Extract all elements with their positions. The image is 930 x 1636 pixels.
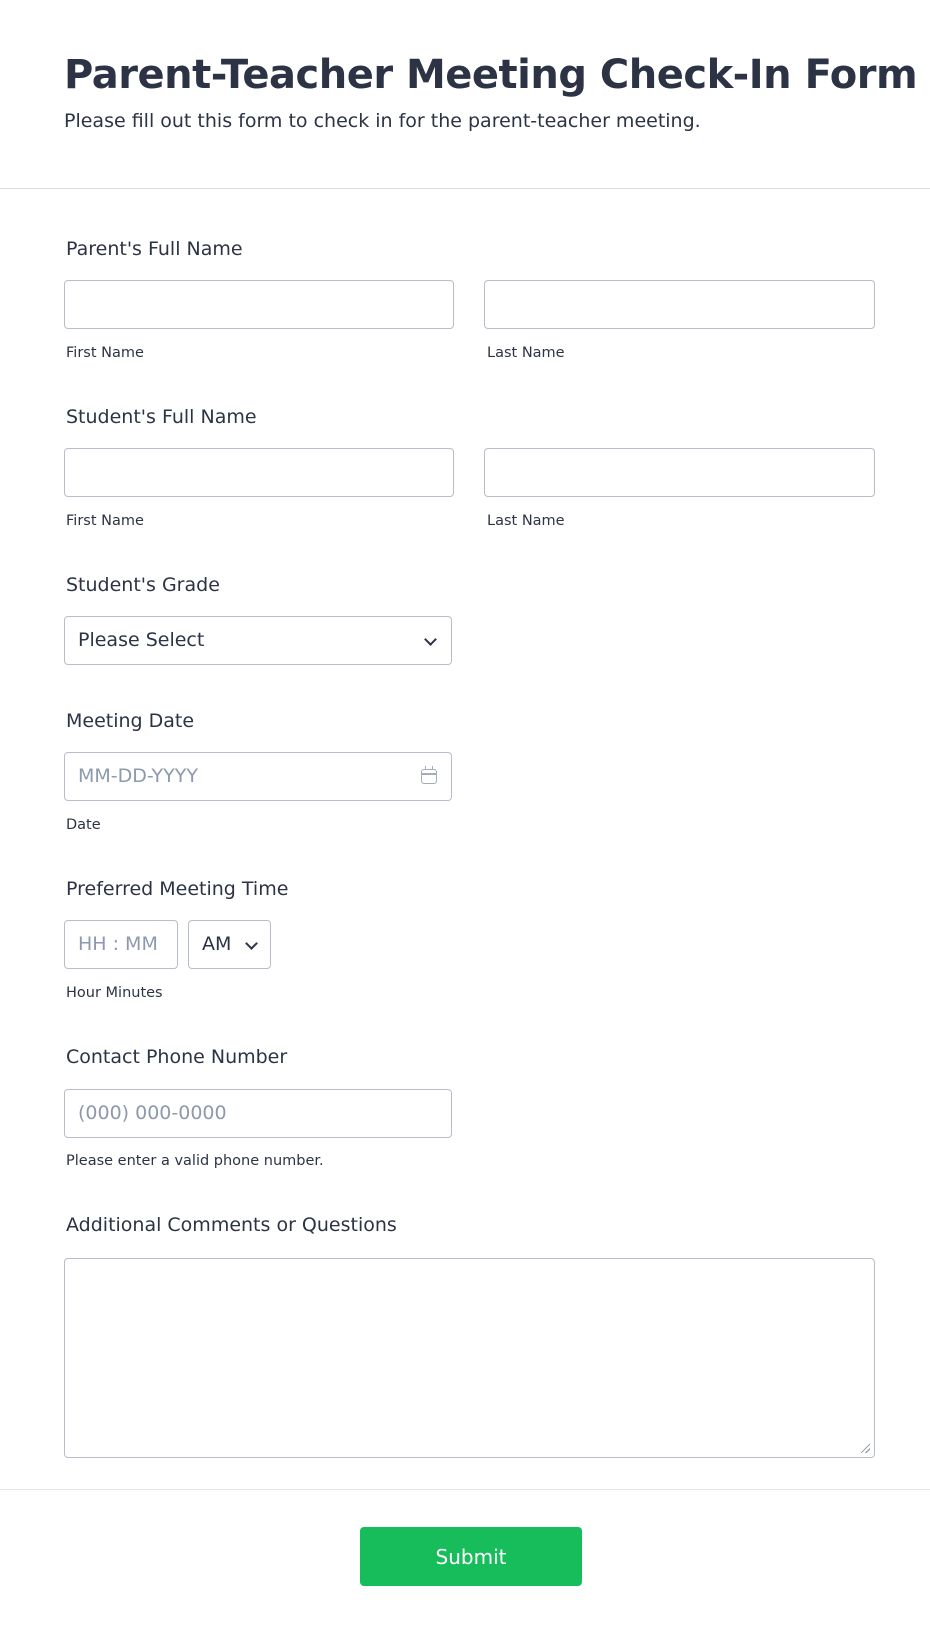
ampm-selected: AM <box>202 933 232 955</box>
meeting-date-label: Meeting Date <box>66 710 195 732</box>
form-header <box>0 0 930 189</box>
student-grade-label: Student's Grade <box>66 574 220 596</box>
phone-label: Contact Phone Number <box>66 1046 288 1068</box>
student-first-name-input[interactable] <box>64 448 454 497</box>
footer-divider <box>0 1489 930 1490</box>
meeting-time-input[interactable] <box>64 920 178 969</box>
student-grade-select[interactable] <box>64 616 452 665</box>
calendar-icon[interactable] <box>421 769 437 784</box>
student-grade-selected: Please Select <box>78 629 205 651</box>
phone-input[interactable] <box>64 1089 452 1138</box>
chevron-down-icon <box>245 937 258 950</box>
comments-textarea[interactable] <box>64 1258 875 1458</box>
student-last-name-sublabel: Last Name <box>487 513 565 529</box>
meeting-time-placeholder: HH : MM <box>78 933 158 955</box>
parent-first-name-input[interactable] <box>64 280 454 329</box>
meeting-time-label: Preferred Meeting Time <box>66 878 289 900</box>
student-name-label: Student's Full Name <box>66 406 257 428</box>
ampm-select[interactable] <box>188 920 271 969</box>
resize-grip-icon[interactable] <box>861 1444 870 1453</box>
meeting-date-sublabel: Date <box>66 817 101 833</box>
meeting-time-sublabel: Hour Minutes <box>66 985 163 1001</box>
parent-last-name-input[interactable] <box>484 280 875 329</box>
parent-last-name-sublabel: Last Name <box>487 345 565 361</box>
parent-name-label: Parent's Full Name <box>66 238 243 260</box>
comments-label: Additional Comments or Questions <box>66 1214 397 1236</box>
student-first-name-sublabel: First Name <box>66 513 144 529</box>
form-subtitle: Please fill out this form to check in for the parent-teacher meeting. <box>64 110 701 132</box>
chevron-down-icon <box>424 633 437 646</box>
meeting-date-input[interactable] <box>64 752 452 801</box>
form-title: Parent-Teacher Meeting Check-In Form <box>64 52 918 98</box>
meeting-date-placeholder: MM-DD-YYYY <box>78 765 198 787</box>
phone-sublabel: Please enter a valid phone number. <box>66 1153 324 1169</box>
student-last-name-input[interactable] <box>484 448 875 497</box>
phone-placeholder: (000) 000-0000 <box>78 1102 227 1124</box>
submit-button[interactable]: Submit <box>360 1527 582 1586</box>
parent-first-name-sublabel: First Name <box>66 345 144 361</box>
